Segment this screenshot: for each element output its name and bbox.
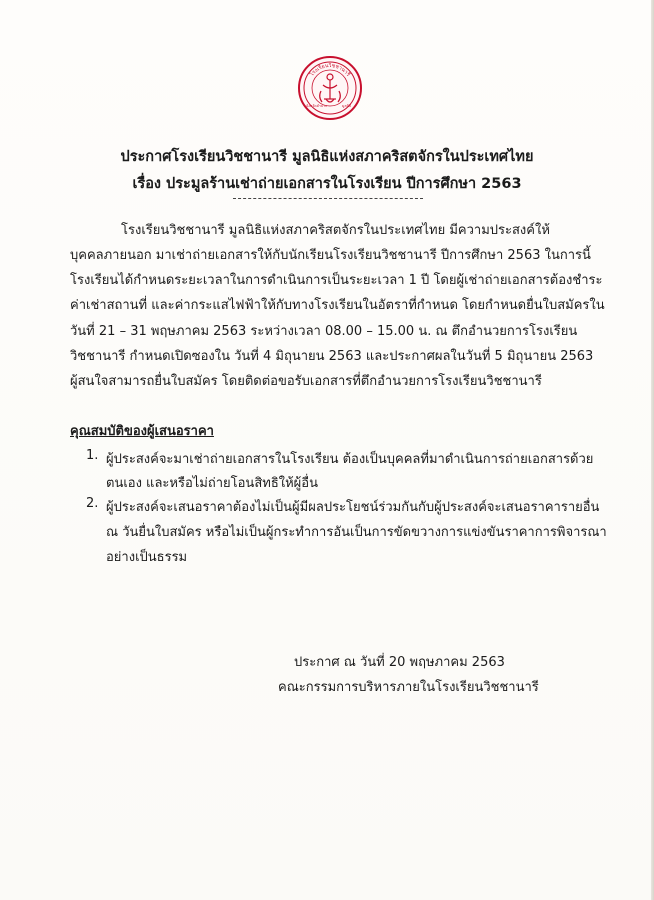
body-line-5: วันที่ 21 – 31 พฤษภาคม 2563 ระหว่างเวลา 08.00 – 15.00 น. ณ ตึกอำนวยการโรงเรียน (70, 324, 578, 339)
school-seal-icon (297, 55, 363, 121)
seal-right-text: มูลนิธิ (342, 104, 352, 108)
title-divider (233, 198, 423, 199)
qualification-1-line-2: ตนเอง และหรือไม่ถ่ายโอนสิทธิให้ผู้อื่น (106, 476, 318, 491)
qualifications-heading: คุณสมบัติของผู้เสนอราคา (70, 424, 214, 439)
announcement-title: ประกาศโรงเรียนวิชชานารี มูลนิธิแห่งสภาคริสตจักรในประเทศไทย (120, 149, 534, 165)
qualification-2-line-3: อย่างเป็นธรรม (106, 550, 188, 565)
body-line-1: โรงเรียนวิชชานารี มูลนิธิแห่งสภาคริสตจักรในประเทศไทย มีความประสงค์ให้ (121, 223, 550, 238)
qualification-1-line-1: ผู้ประสงค์จะมาเช่าถ่ายเอกสารในโรงเรียน ต้องเป็นบุคคลที่มาดำเนินการถ่ายเอกสารด้วย (106, 452, 594, 467)
qualification-2-line-1: ผู้ประสงค์จะเสนอราคาต้องไม่เป็นผู้มีผลประโยชน์ร่วมกันกับผู้ประสงค์จะเสนอราคารายอื่น (106, 500, 600, 515)
qualification-number-2: 2. (86, 496, 99, 511)
body-line-4: ค่าเช่าสถานที่ และค่ากระแสไฟฟ้าให้กับทางโรงเรียนในอัตราที่กำหนด โดยกำหนดยื่นใบสมัครใน (70, 298, 605, 313)
body-line-7: ผู้สนใจสามารถยื่นใบสมัคร โดยติดต่อขอรับเอกสารที่ตึกอำนวยการโรงเรียนวิชชานารี (70, 374, 542, 389)
qualification-number-1: 1. (86, 448, 99, 463)
seal-top-text: โรงเรียนวิชชานารี (309, 62, 351, 78)
announcement-subject: เรื่อง ประมูลร้านเช่าถ่ายเอกสารในโรงเรียน ปีการศึกษา 2563 (132, 176, 522, 192)
committee-signature: คณะกรรมการบริหารภายในโรงเรียนวิชชานารี (278, 680, 539, 695)
announcement-date: ประกาศ ณ วันที่ 20 พฤษภาคม 2563 (294, 655, 505, 670)
body-line-2: บุคคลภายนอก มาเช่าถ่ายเอกสารให้กับนักเรียนโรงเรียนวิชชานารี ปีการศึกษา 2563 ในการนี้ (70, 248, 591, 263)
seal-left-text: จังหวัดลำปาง (306, 104, 327, 108)
qualification-2-line-2: ณ วันยื่นใบสมัคร หรือไม่เป็นผู้กระทำการอันเป็นการขัดขวางการแข่งขันราคาการพิจารณา (106, 525, 607, 540)
body-line-3: โรงเรียนได้กำหนดระยะเวลาในการดำเนินการเป็นระยะเวลา 1 ปี โดยผู้เช่าถ่ายเอกสารต้องชำระ (70, 273, 603, 288)
body-line-6: วิชชานารี กำหนดเปิดซองใน วันที่ 4 มิถุนายน 2563 และประกาศผลในวันที่ 5 มิถุนายน 2563 (70, 349, 594, 364)
